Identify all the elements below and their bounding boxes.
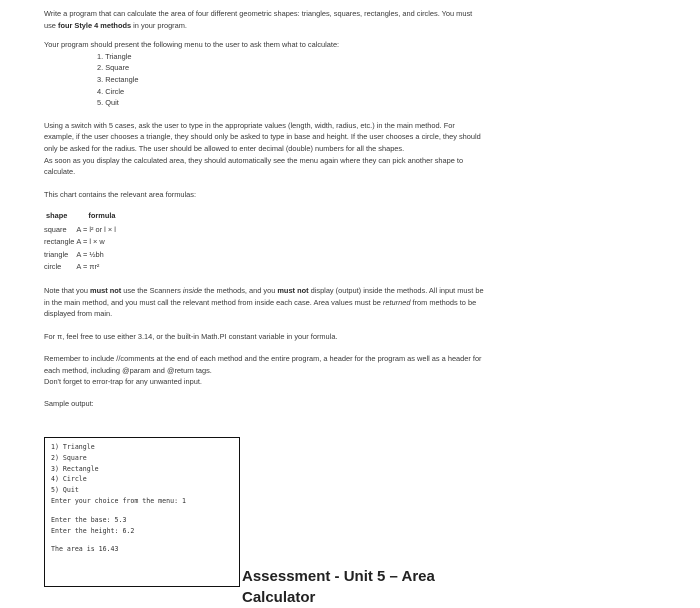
console-line: Enter the base: 5.3 [51, 515, 127, 524]
comments-line: Remember to include //comments at the end of each method and the entire program, a header for the program as well as a header for each method, including @param and @return tags. [44, 354, 482, 375]
intro-paragraph [44, 8, 484, 31]
assignment-document [44, 8, 484, 410]
note-text: Note that you [44, 285, 91, 295]
assessment-title: Assessment - Unit 5 – Area Calculator [242, 568, 435, 606]
menu-item: 4. Circle [97, 86, 125, 96]
menu-intro: Your program should present the following menu to the user to ask them what to calculate: [44, 40, 340, 50]
formula-table-header [44, 210, 116, 224]
formula-cell: A = πr² [76, 262, 100, 272]
console-line: 5) Quit [51, 486, 79, 495]
note-text: the methods, and you [202, 285, 278, 295]
header-shape: shape [46, 211, 68, 221]
shape-cell: triangle [44, 249, 69, 259]
note-text: from methods to be displayed from main. [44, 297, 477, 319]
shape-cell: rectangle [44, 237, 75, 247]
menu-item: 2. Square [97, 63, 130, 73]
table-row [44, 236, 116, 249]
note-italic: inside [182, 285, 203, 295]
note-text: use the Scanners [121, 285, 183, 295]
intro-text-end: in your program. [131, 20, 187, 30]
console-line: 3) Rectangle [51, 464, 99, 473]
menu-item: 5. Quit [97, 98, 119, 108]
pi-line: For π, feel free to use either 3.14, or the built-in Math.PI constant variable in your formula. [44, 331, 338, 341]
chart-intro: This chart contains the relevant area formulas: [44, 189, 196, 199]
menu-item: 3. Rectangle [97, 74, 139, 84]
formula-cell: A = l² or l × l [76, 224, 116, 234]
menu-again-paragraph: As soon as you display the calculated area, they should automatically see the menu again where they can pick another shape to calculate. [44, 155, 464, 177]
console-line: 2) Square [51, 453, 87, 462]
intro-text: Write a program that can calculate the area of four different geometric shapes: triangles, squares, rectangles, and circles. You must use [44, 9, 473, 30]
intro-bold-text: four Style 4 methods [57, 20, 132, 30]
error-trap-line: Don't forget to error-trap for any unwanted input. [44, 377, 202, 387]
switch-paragraph: Using a switch with 5 cases, ask the user to type in the appropriate values (length, width, radius, etc.) in the main method. For example, if the user chooses a triangle, they should only be asked to type in base and height. If the user chooses a circle, they should only be asked for the radius. The user should be allowed to enter decimal (double) numbers for all the shapes. [44, 120, 481, 153]
formula-cell: A = l × w [76, 237, 105, 247]
console-line: Enter the height: 6.2 [51, 526, 135, 535]
console-line: Enter your choice from the menu: 1 [51, 496, 186, 505]
shape-cell: square [44, 224, 67, 234]
table-row [44, 249, 116, 262]
note-bold: must not [277, 285, 309, 295]
formula-table [44, 210, 116, 274]
note-bold: must not [90, 285, 122, 295]
table-row [44, 261, 116, 274]
sample-output-label: Sample output: [44, 399, 94, 409]
menu-list [97, 51, 484, 109]
note-italic: returned [382, 297, 411, 307]
header-formula: formula [88, 211, 116, 221]
console-line: 4) Circle [51, 475, 87, 484]
note-paragraph [44, 285, 484, 320]
console-result-line: The area is 16.43 [51, 545, 119, 554]
table-row [44, 224, 116, 237]
console-line: 1) Triangle [51, 443, 95, 451]
formula-cell: A = ½bh [76, 249, 104, 259]
sample-output-console [44, 437, 240, 587]
note-text: display (output) inside the methods. All input must be in the main method, and you must call the relevant method from inside each case. Area values must be [44, 285, 484, 307]
menu-item: 1. Triangle [97, 51, 132, 61]
shape-cell: circle [44, 262, 62, 272]
